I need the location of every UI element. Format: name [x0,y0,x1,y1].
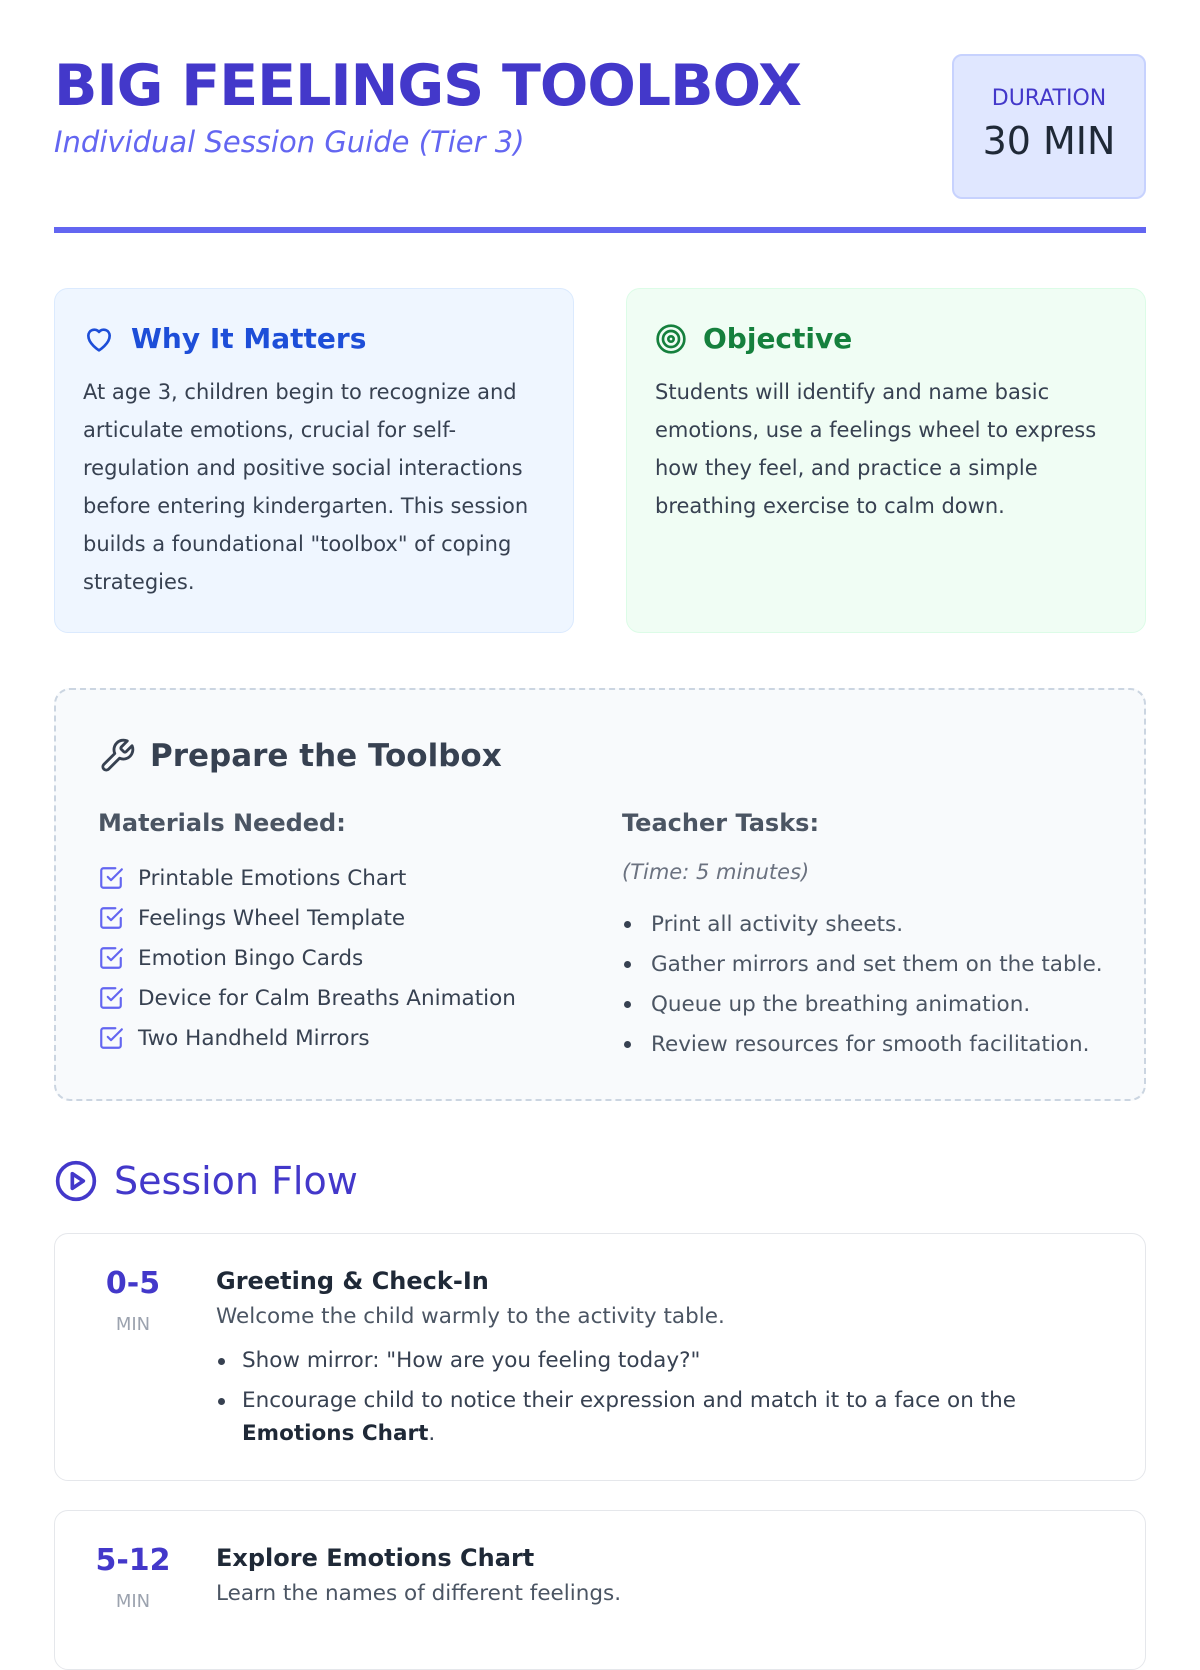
target-icon [655,323,687,355]
task-item: Review resources for smooth facilitation. [622,1024,1142,1064]
step-description: Learn the names of different feelings. [216,1581,622,1606]
task-item: Print all activity sheets. [622,904,1142,944]
material-item [98,938,568,978]
play-circle-icon [54,1159,98,1203]
step-bullet-text: Show mirror: "How are you feeling today?" [242,1348,701,1373]
prepare-title: Prepare the Toolbox [150,738,502,774]
material-item [98,858,568,898]
prepare-toolbox-section [54,688,1146,1101]
page-subtitle: Individual Session Guide (Tier 3) [54,125,525,159]
teacher-tasks-column [622,808,1142,1064]
material-label: Feelings Wheel Template [138,905,406,931]
material-item [98,978,568,1018]
material-label: Two Handheld Mirrors [138,1025,370,1051]
wrench-icon [98,737,136,775]
session-flow-heading [54,1158,358,1204]
material-label: Printable Emotions Chart [138,865,407,891]
step-bullets [216,1344,1109,1450]
step-bullet-suffix: . [428,1421,436,1446]
teacher-tasks-heading: Teacher Tasks: [622,809,820,837]
step-time-unit: MIN [115,1314,151,1335]
duration-value: 30 MIN [982,119,1116,163]
teacher-tasks-time: (Time: 5 minutes) [622,860,810,884]
task-item: Gather mirrors and set them on the table. [622,944,1142,984]
session-step [54,1510,1146,1670]
step-description: Welcome the child warmly to the activity table. [216,1304,725,1329]
materials-column [98,808,568,1058]
step-title: Greeting & Check-In [216,1267,489,1295]
step-time-range: 0-5 [105,1266,161,1301]
why-it-matters-card [54,288,574,633]
step-bullet [216,1384,1109,1450]
material-item [98,1018,568,1058]
info-cards [54,288,1146,633]
step-time-range: 5-12 [95,1543,171,1578]
why-it-matters-text: At age 3, children begin to recognize and articulate emotions, crucial for self-regulation and positive social interactions before entering kindergarten. This session builds a foundational "toolbox" of coping strategies. [83,380,529,594]
teacher-tasks-list [622,904,1142,1064]
objective-title: Objective [703,322,853,355]
page-header [54,0,1146,233]
checkbox-checked-icon [98,985,124,1011]
step-bullet-emphasis: Emotions Chart [242,1421,429,1446]
checkbox-checked-icon [98,865,124,891]
step-body [216,1543,1109,1609]
step-time [85,1266,181,1336]
step-time-unit: MIN [115,1591,151,1612]
session-flow-title: Session Flow [114,1159,358,1203]
task-item: Queue up the breathing animation. [622,984,1142,1024]
checkbox-checked-icon [98,905,124,931]
step-body [216,1266,1109,1457]
step-bullet-text: Encourage child to notice their expression and match it to a face on the [242,1388,1016,1413]
materials-heading: Materials Needed: [98,809,346,837]
material-label: Emotion Bingo Cards [138,945,364,971]
session-step [54,1233,1146,1481]
objective-heading [655,321,1117,357]
step-time [85,1543,181,1613]
checkbox-checked-icon [98,1025,124,1051]
heart-icon [83,323,115,355]
objective-card [626,288,1146,633]
why-it-matters-title: Why It Matters [131,322,367,355]
duration-badge [952,54,1146,199]
materials-list [98,858,568,1058]
why-it-matters-heading [83,321,545,357]
prepare-heading [98,736,502,776]
page-title: BIG FEELINGS TOOLBOX [54,53,801,119]
step-bullet [216,1344,1109,1377]
step-title: Explore Emotions Chart [216,1544,535,1572]
material-label: Device for Calm Breaths Animation [138,985,516,1011]
objective-text: Students will identify and name basic emotions, use a feelings wheel to express how they feel, and practice a simple breathing exercise to calm down. [655,380,1097,518]
material-item [98,898,568,938]
checkbox-checked-icon [98,945,124,971]
duration-label: DURATION [991,86,1107,111]
